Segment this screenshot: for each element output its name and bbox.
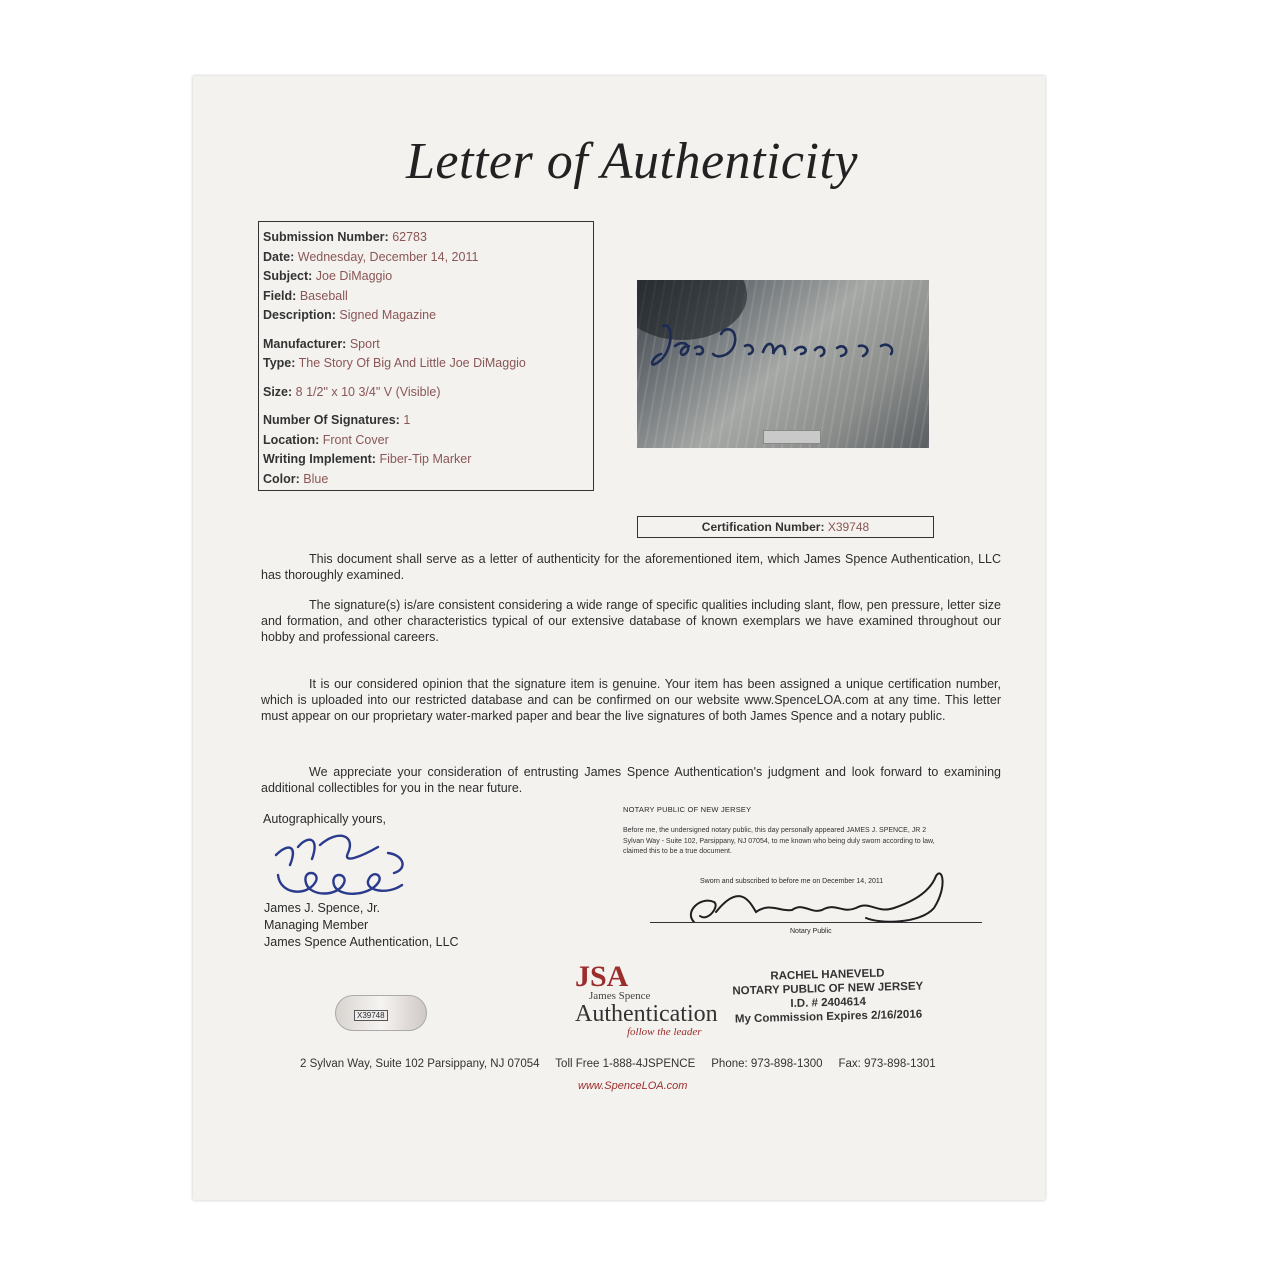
item-details-box	[258, 221, 594, 491]
notary-sworn-line: Sworn and subscribed to before me on December 14, 2011	[700, 878, 884, 885]
signer-role: Managing Member	[264, 918, 369, 932]
body-paragraph-4: We appreciate your consideration of entrusting James Spence Authentication's judgment and look forward to examining additional collectibles for you in the near future.	[261, 765, 1001, 795]
item-photo	[637, 280, 929, 448]
detail-row-location: Location: Front Cover	[263, 432, 389, 447]
detail-row-size: Size: 8 1/2" x 10 3/4" V (Visible)	[263, 384, 441, 399]
detail-row-date: Date: Wednesday, December 14, 2011	[263, 249, 479, 264]
detail-row-description: Description: Signed Magazine	[263, 308, 437, 322]
footer-fax: Fax: 973-898-1301	[838, 1058, 936, 1070]
hologram-id: X39748	[354, 1010, 388, 1021]
detail-row-field: Field: Baseball	[263, 288, 348, 303]
notary-signature-line	[650, 922, 982, 923]
detail-row-manufacturer: Manufacturer: Sport	[263, 336, 380, 351]
detail-row-type: Type: The Story Of Big And Little Joe DiMaggio	[263, 356, 526, 370]
detail-row-signatures: Number Of Signatures: 1	[263, 413, 411, 427]
signer-company: James Spence Authentication, LLC	[264, 935, 459, 949]
notary-label: Notary Public	[790, 928, 832, 935]
footer-url: www.SpenceLOA.com	[578, 1080, 688, 1092]
hologram-sticker	[335, 995, 427, 1031]
footer-address: 2 Sylvan Way, Suite 102 Parsippany, NJ 07054	[300, 1058, 540, 1070]
body-paragraph-3: It is our considered opinion that the signature item is genuine. Your item has been assigned a unique certification number, which is uploaded into our restricted database and can be confirmed on our website www.SpenceLOA.com at any time. This letter must appear on our proprietary water-marked paper and bear the live signatures of both James Spence and a notary public.	[261, 677, 1001, 723]
closing-line: Autographically yours,	[263, 812, 386, 826]
detail-row-submission: Submission Number: 62783	[263, 230, 427, 244]
notary-statement: Before me, the undersigned notary public, this day personally appeared JAMES J. SPENCE, JR 2 Sylvan Way - Suite 102, Parsippany, NJ 07054, to me known who being duly sworn according to law, claimed this to be a true document.	[623, 827, 935, 855]
detail-row-implement: Writing Implement: Fiber-Tip Marker	[263, 452, 472, 466]
photo-sticker	[763, 430, 821, 444]
signer-name: James J. Spence, Jr.	[264, 901, 381, 915]
autograph-signature	[645, 316, 925, 376]
footer-phone: Phone: 973-898-1300	[711, 1058, 823, 1070]
notary-signature	[680, 872, 960, 932]
certification-number-box: Certification Number: X39748	[637, 516, 934, 538]
notary-stamp: RACHEL HANEVELD NOTARY PUBLIC OF NEW JERSEY I.D. # 2404614 My Commission Expires 2/16/2016	[732, 967, 924, 1026]
signer-block	[264, 900, 459, 951]
footer-contact	[300, 1058, 936, 1070]
body-paragraph-1: This document shall serve as a letter of authenticity for the aforementioned item, which James Spence Authentication, LLC has thoroughly examined.	[261, 552, 1001, 582]
document-title: Letter of Authenticity	[406, 133, 858, 190]
body-paragraph-2: The signature(s) is/are consistent considering a wide range of specific qualities including slant, flow, pen pressure, letter size and formation, and other characteristics typical of our extensive database of known exemplars we have examined throughout our hobby and professional careers.	[261, 598, 1001, 644]
spence-signature	[268, 825, 418, 900]
jsa-logo: JSA James Spence Authentication follow the leader	[575, 960, 718, 1038]
detail-row-subject: Subject: Joe DiMaggio	[263, 269, 393, 283]
notary-heading: NOTARY PUBLIC OF NEW JERSEY	[623, 805, 752, 814]
footer-tollfree: Toll Free 1-888-4JSPENCE	[555, 1058, 696, 1070]
detail-row-color: Color: Blue	[263, 471, 329, 486]
